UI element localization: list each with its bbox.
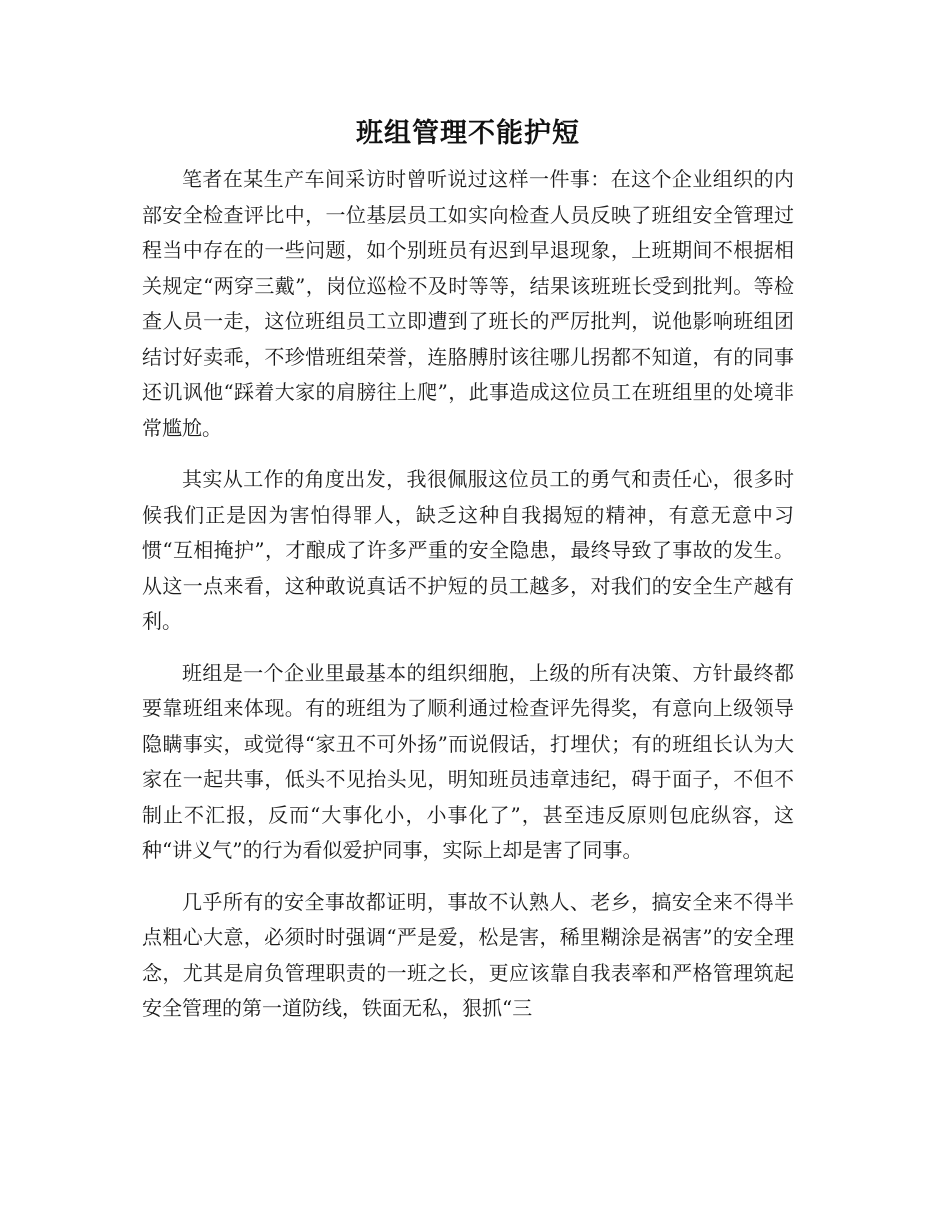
paragraph-4: 几乎所有的安全事故都证明，事故不认熟人、老乡，搞安全来不得半点粗心大意，必须时时强调“严是爱，松是害，稀里糊涂是祸害”的安全理念，尤其是肩负管理职责的一班之长，更应该靠自我表率和严格管理筑起安全管理的第一道防线，铁面无私，狠抓“三	[142, 889, 794, 1020]
paragraph-3: 班组是一个企业里最基本的组织细胞，上级的所有决策、方针最终都要靠班组来体现。有的班组为了顺利通过检查评先得奖，有意向上级领导隐瞒事实，或觉得“家丑不可外扬”而说假话，打埋伏；有的班组长认为大家在一起共事，低头不见抬头见，明知班员违章违纪，碍于面子，不但不制止不汇报，反而“大事化小，小事化了”，甚至违反原则包庇纵容，这种“讲义气”的行为看似爱护同事，实际上却是害了同事。	[142, 660, 794, 862]
paragraph-1: 笔者在某生产车间采访时曾听说过这样一件事：在这个企业组织的内部安全检查评比中，一位基层员工如实向检查人员反映了班组安全管理过程当中存在的一些问题，如个别班员有迟到早退现象，上班期间不根据相关规定“两穿三戴”，岗位巡检不及时等等，结果该班班长受到批判。等检查人员一走，这位班组员工立即遭到了班长的严厉批判，说他影响班组团结讨好卖乖，不珍惜班组荣誉，连胳膊肘该往哪儿拐都不知道，有的同事还讥讽他“踩着大家的肩膀往上爬”，此事造成这位员工在班组里的处境非常尴尬。	[142, 167, 794, 440]
paragraph-2: 其实从工作的角度出发，我很佩服这位员工的勇气和责任心，很多时候我们正是因为害怕得罪人，缺乏这种自我揭短的精神，有意无意中习惯“互相掩护”，才酿成了许多严重的安全隐患，最终导致了事故的发生。从这一点来看，这种敢说真话不护短的员工越多，对我们的安全生产越有利。	[142, 467, 794, 633]
document-page	[142, 108, 794, 1043]
document-title: 班组管理不能护短	[356, 118, 580, 149]
